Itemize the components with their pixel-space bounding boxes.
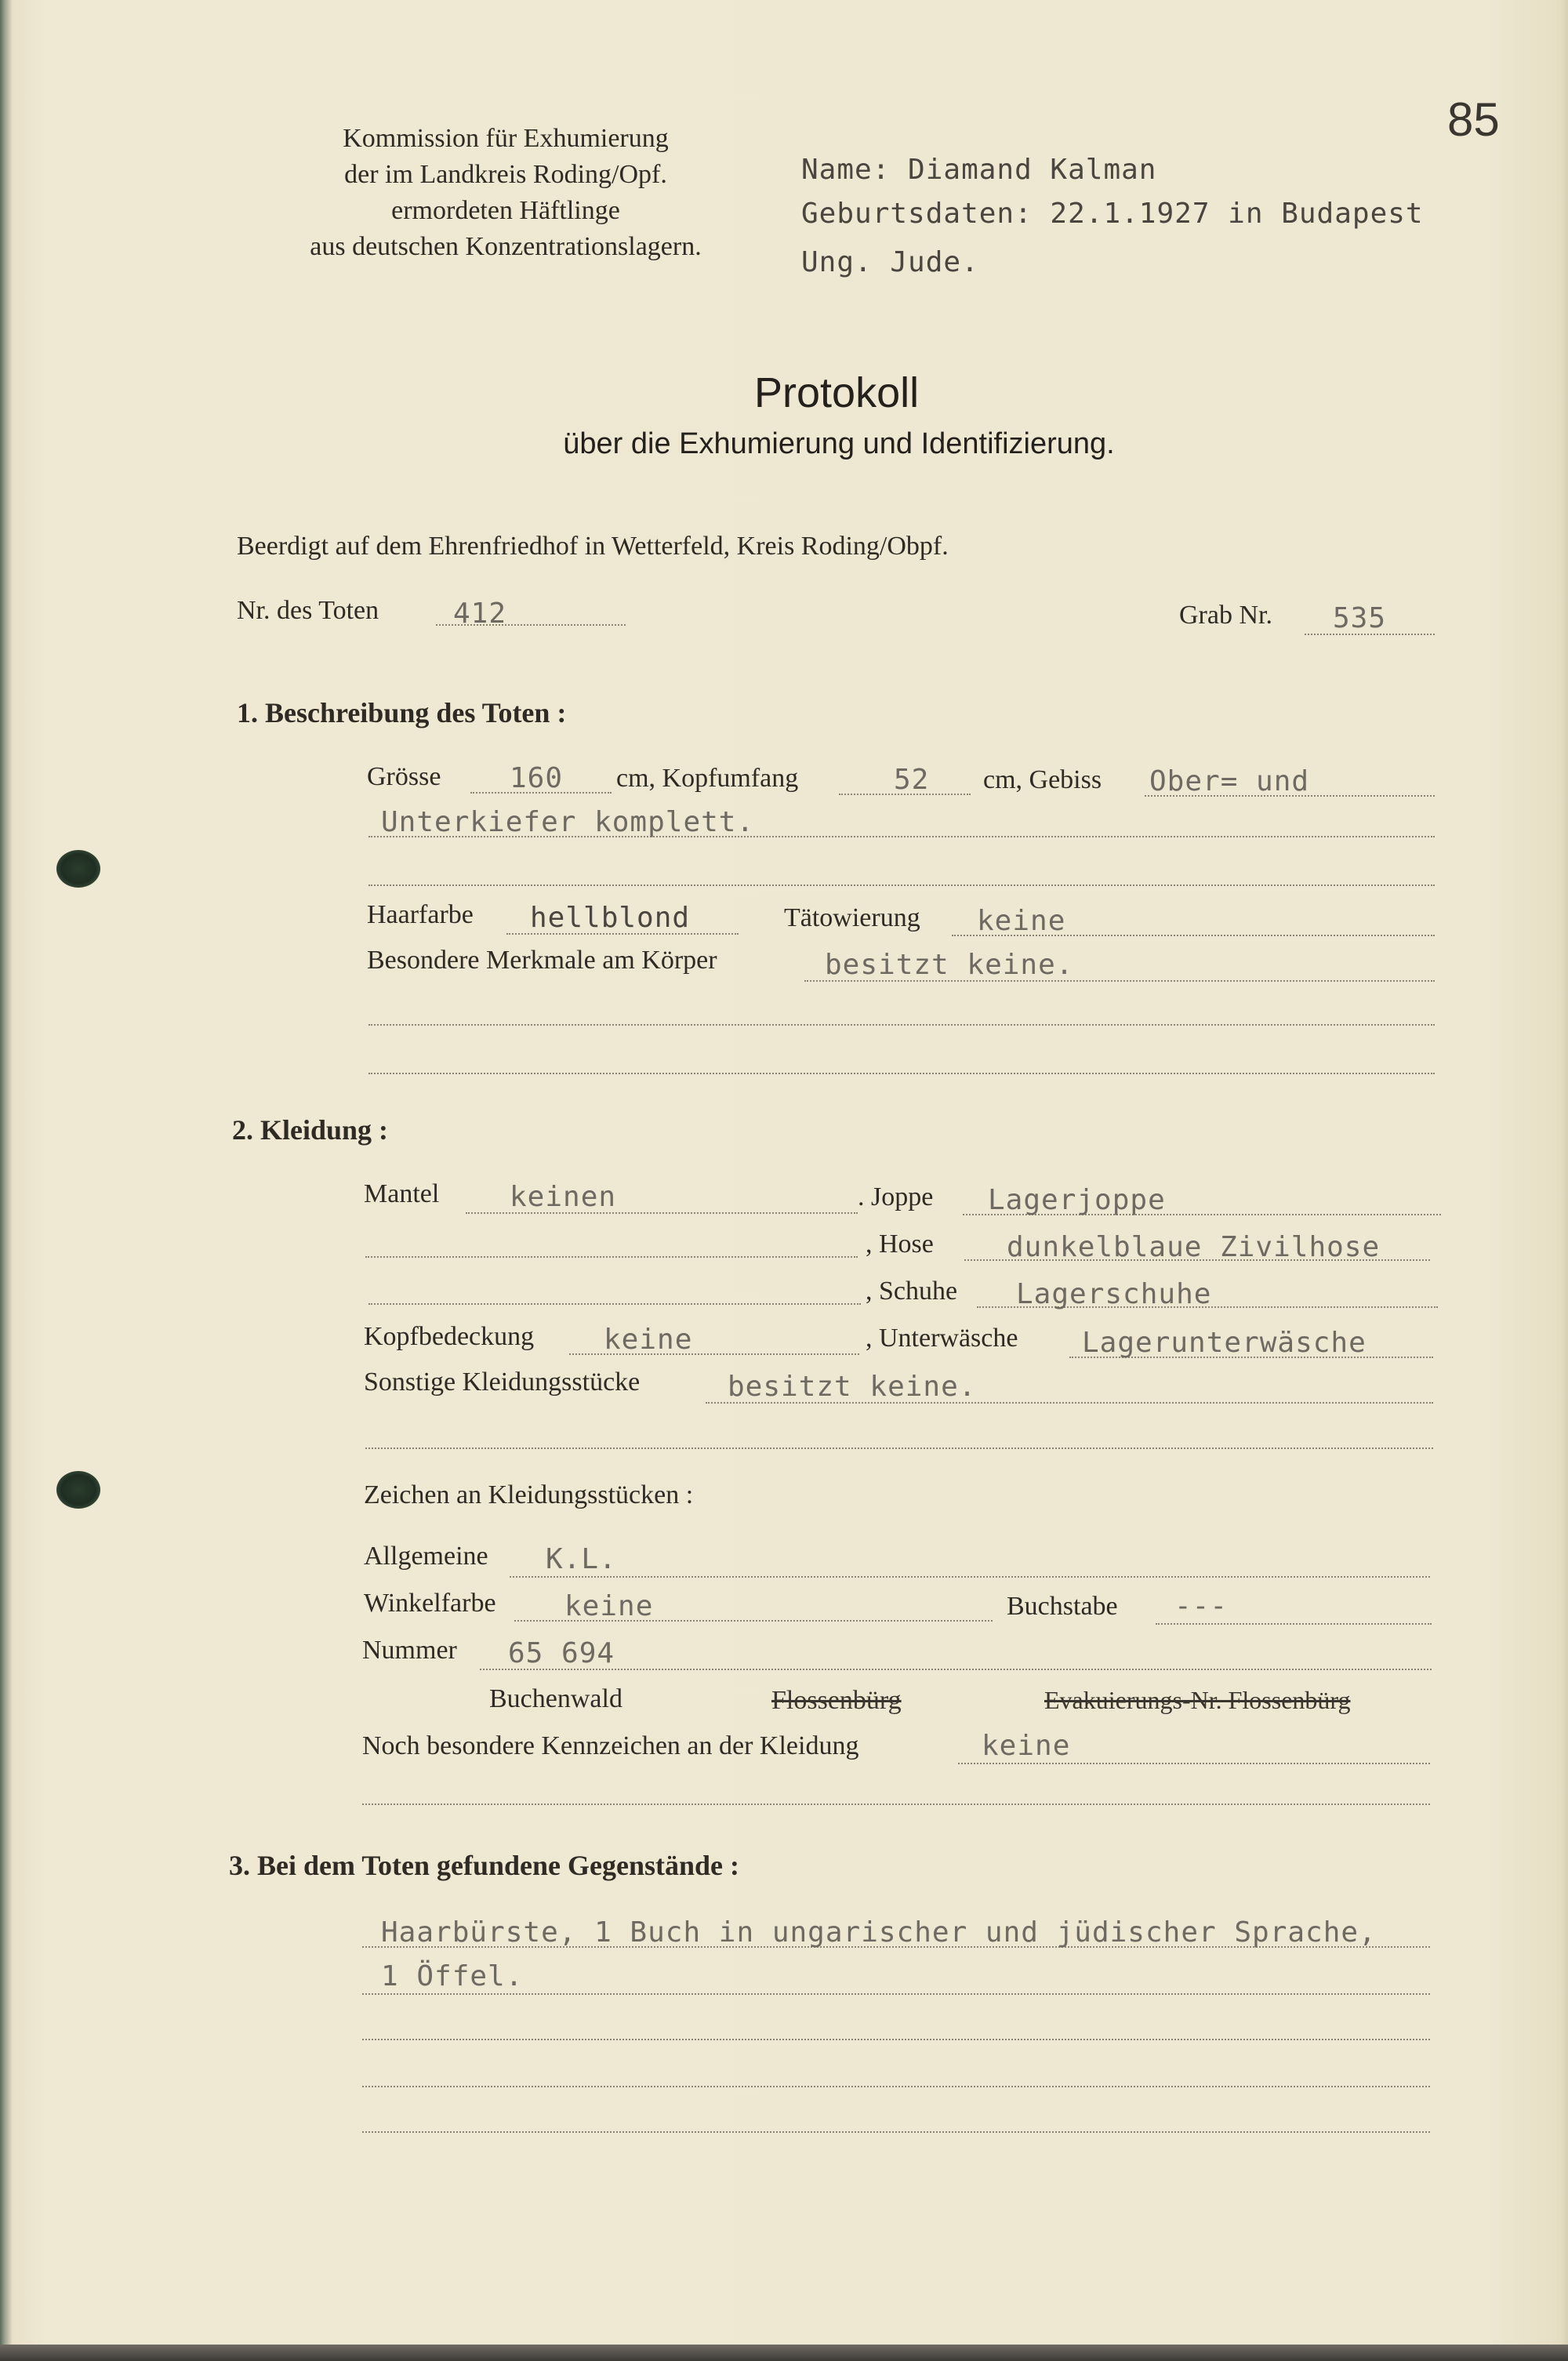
gebiss-cont-value: Unterkiefer komplett. [381,806,755,838]
blank-line-3 [368,1073,1435,1074]
nummer-value: 65 694 [508,1637,615,1669]
evakuierungs-nr-struck: Evakuierungs-Nr. Flossenbürg [1044,1686,1351,1714]
groesse-label: Grösse [367,762,441,791]
items-line-4 [362,2086,1430,2087]
unterwaesche-value: Lagerunterwäsche [1082,1327,1367,1359]
camp-flossenbuerg-struck: Flossenbürg [771,1686,902,1715]
punch-hole-top [56,850,100,888]
mantel-label: Mantel [364,1179,440,1208]
commission-header [0,121,1011,265]
sonstige-value: besitzt keine. [728,1371,977,1403]
zeichen-label: Zeichen an Kleidungsstücken : [364,1480,694,1509]
haarfarbe-label: Haarfarbe [367,900,474,929]
commission-line-2: der im Landkreis Roding/Opf. [344,160,667,189]
joppe-label: . Joppe [858,1182,934,1211]
nr-toten-label: Nr. des Toten [237,596,379,625]
noch-kennzeichen-line [958,1763,1430,1764]
page-bottom-edge [0,2345,1568,2361]
person-birth: Geburtsdaten: 22.1.1927 in Budapest [801,198,1424,230]
grab-nr-value: 535 [1333,602,1387,634]
items-value-line-2: 1 Öffel. [381,1960,524,1992]
merkmale-label: Besondere Merkmale am Körper [367,946,717,975]
items-value-line-1: Haarbürste, 1 Buch in ungarischer und jüdischer Sprache, [381,1916,1377,1949]
blank-line-2 [368,1024,1435,1026]
nummer-label: Nummer [362,1636,457,1665]
section-1-heading: 1. Beschreibung des Toten : [237,697,567,728]
document-subtitle: über die Exhumierung und Identifizierung. [563,427,1115,460]
hose-value: dunkelblaue Zivilhose [1007,1231,1381,1263]
kopfbedeckung-value: keine [604,1324,693,1356]
noch-kennzeichen-value: keine [982,1730,1071,1762]
commission-line-4: aus deutschen Konzentrationslagern. [310,232,702,261]
blank-line-5 [362,1803,1430,1805]
joppe-value: Lagerjoppe [988,1184,1166,1216]
schuhe-value: Lagerschuhe [1016,1278,1212,1310]
punch-hole-bottom [56,1471,100,1509]
taetowierung-label: Tätowierung [784,903,920,932]
document-title: Protokoll [754,369,920,416]
items-line-2 [362,1993,1430,1995]
buchstabe-value: --- [1174,1590,1229,1622]
person-name: Name: Diamand Kalman [801,154,1157,186]
winkelfarbe-label: Winkelfarbe [364,1589,496,1618]
blank-line-1 [368,884,1435,886]
merkmale-value: besitzt keine. [825,949,1074,981]
winkelfarbe-value: keine [564,1590,654,1622]
person-origin: Ung. Jude. [801,246,979,278]
commission-line-1: Kommission für Exhumierung [343,124,669,153]
haarfarbe-value: hellblond [530,902,691,934]
nr-toten-value: 412 [453,598,507,630]
hose-label: , Hose [866,1230,934,1259]
schuhe-label: , Schuhe [866,1277,958,1306]
blank-line-4 [365,1447,1433,1449]
noch-kennzeichen-label: Noch besondere Kennzeichen an der Kleidung [362,1731,859,1760]
kopfbedeckung-label: Kopfbedeckung [364,1322,535,1351]
mantel-value: keinen [510,1181,617,1213]
buchstabe-label: Buchstabe [1007,1592,1118,1621]
grab-nr-label: Grab Nr. [1179,601,1272,630]
page-number: 85 [1447,93,1500,146]
section-2-heading: 2. Kleidung : [232,1114,389,1146]
taetowierung-value: keine [977,905,1066,937]
kopfumfang-label: cm, Kopfumfang [616,764,799,793]
items-line-5 [362,2131,1430,2133]
groesse-value: 160 [510,762,564,794]
allgemeine-value: K.L. [546,1543,617,1575]
sonstige-label: Sonstige Kleidungsstücke [364,1368,641,1397]
items-line-3 [362,2039,1430,2040]
burial-location: Beerdigt auf dem Ehrenfriedhof in Wetterfeld, Kreis Roding/Obpf. [237,532,949,561]
allgemeine-label: Allgemeine [364,1542,488,1571]
gebiss-value: Ober= und [1149,765,1310,797]
camp-buchenwald: Buchenwald [489,1684,622,1713]
hose-blank-line [365,1256,858,1258]
nummer-line [480,1669,1432,1670]
commission-line-3: ermordeten Häftlinge [391,196,620,225]
buchstabe-line [1156,1623,1432,1625]
allgemeine-line [510,1576,1430,1578]
schuhe-blank-line [368,1303,861,1305]
kopfumfang-value: 52 [894,764,930,796]
gebiss-label: cm, Gebiss [983,765,1102,794]
section-3-heading: 3. Bei dem Toten gefundene Gegenstände : [229,1850,740,1881]
unterwaesche-label: , Unterwäsche [866,1324,1018,1353]
